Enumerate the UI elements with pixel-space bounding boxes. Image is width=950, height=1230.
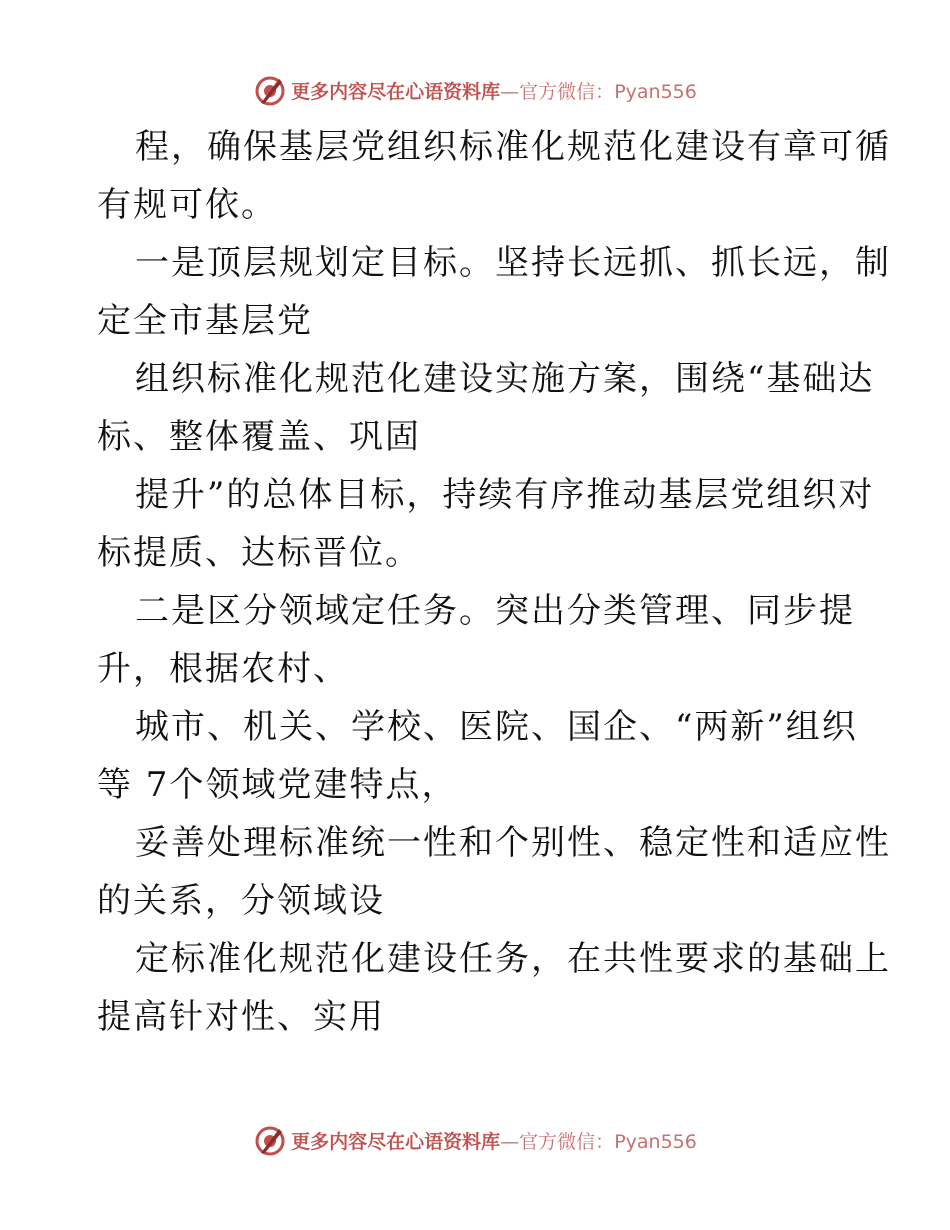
text-line: 升，根据农村、 <box>97 649 349 689</box>
watermark-text: 更多内容尽在心语资料库—官方微信：Pyan556 <box>291 1130 697 1153</box>
text-line: 二是区分领域定任务。突出分类管理、同步提 <box>135 591 855 631</box>
document-body <box>97 118 891 1046</box>
header-watermark <box>0 70 950 110</box>
text-line: 妥善处理标准统一性和个别性、稳定性和适应性 <box>135 823 891 863</box>
text-line: 等 7个领域党建特点， <box>97 765 458 805</box>
watermark-text: 更多内容尽在心语资料库—官方微信：Pyan556 <box>291 80 697 103</box>
footer-watermark <box>0 1120 950 1160</box>
text-line: 标、整体覆盖、巩固 <box>97 417 421 457</box>
text-line: 标提质、达标晋位。 <box>97 533 421 573</box>
text-line: 提高针对性、实用 <box>97 997 385 1037</box>
text-line: 提升”的总体目标，持续有序推动基层党组织对 <box>135 475 875 515</box>
quill-circle-icon <box>253 1123 287 1157</box>
text-line: 有规可依。 <box>97 185 277 225</box>
text-line: 城市、机关、学校、医院、国企、“两新”组织 <box>135 707 858 747</box>
text-line: 的关系，分领域设 <box>97 881 385 921</box>
text-line: 一是顶层规划定目标。坚持长远抓、抓长远，制 <box>135 243 891 283</box>
text-line: 定标准化规范化建设任务，在共性要求的基础上 <box>135 939 891 979</box>
text-line: 定全市基层党 <box>97 301 313 341</box>
text-line: 组织标准化规范化建设实施方案，围绕“基础达 <box>135 359 875 399</box>
quill-circle-icon <box>253 73 287 107</box>
text-line: 程，确保基层党组织标准化规范化建设有章可循 <box>135 127 891 167</box>
